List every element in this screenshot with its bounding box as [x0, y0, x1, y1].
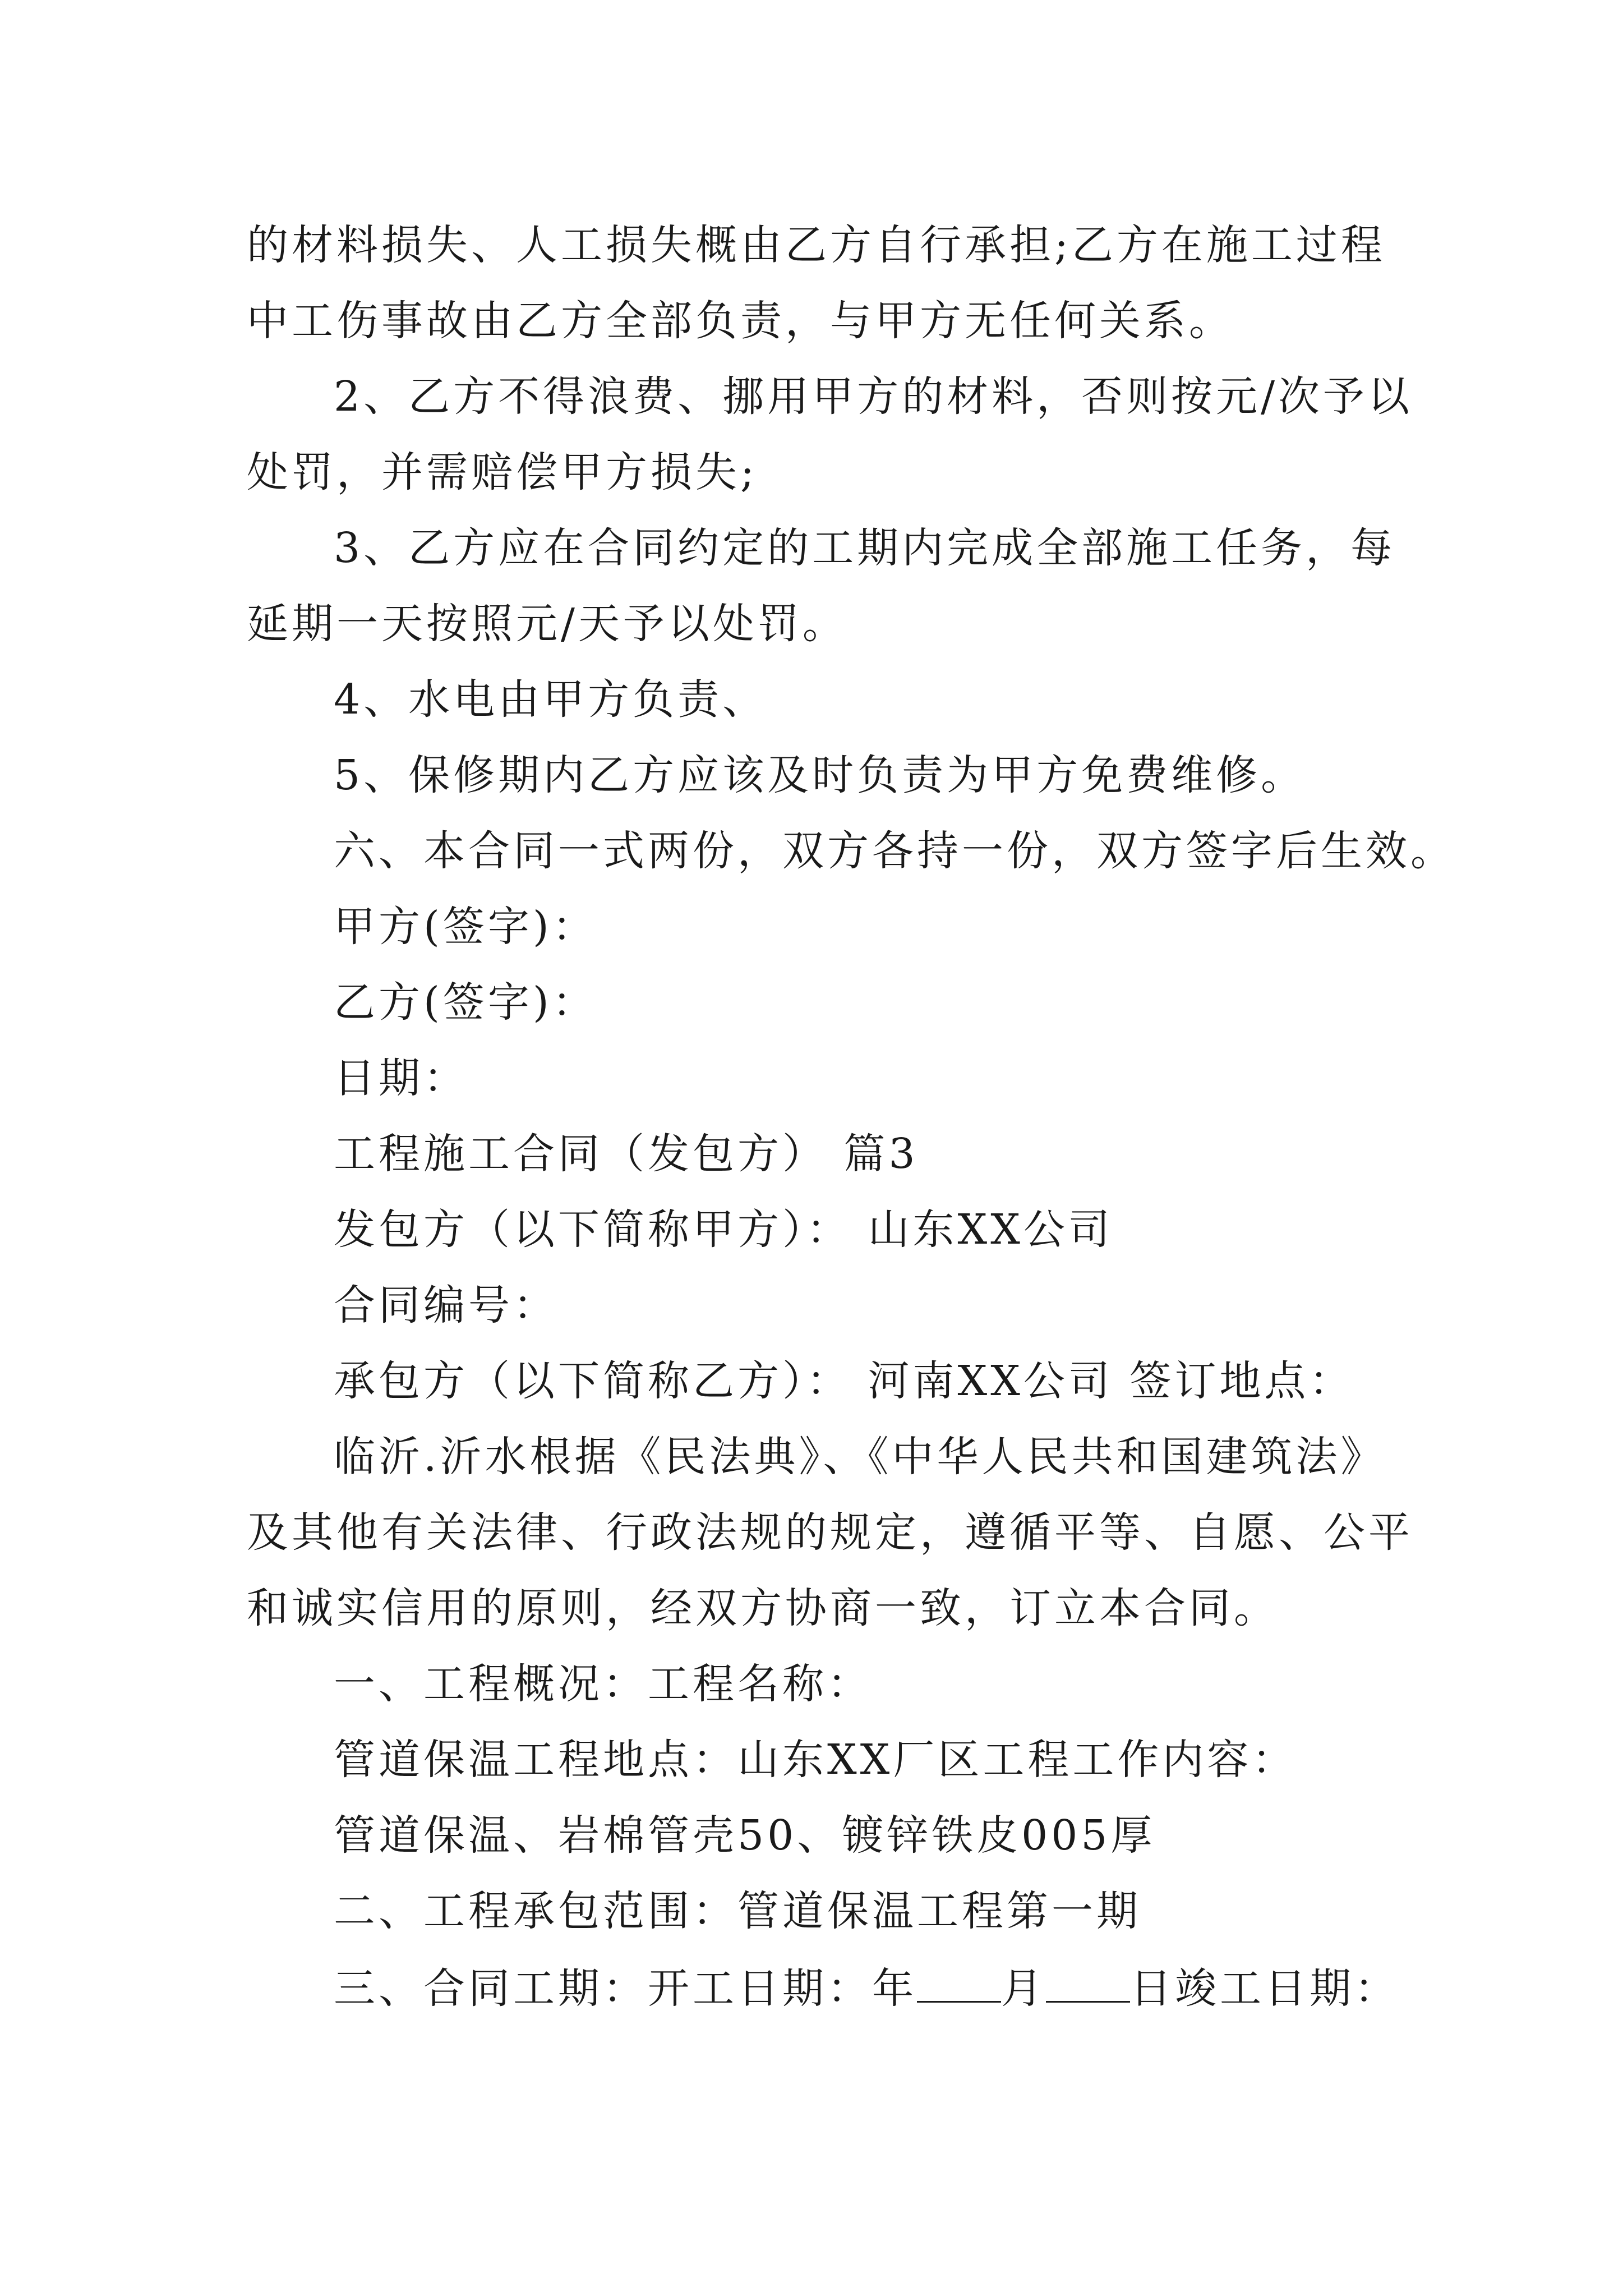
text-line: 5、保修期内乙方应该及时负责为甲方免费维修。 — [334, 751, 1306, 799]
signature-line-party-a: 甲方(签字)： — [334, 903, 597, 951]
text-line: 管道保温、岩棉管壳50、镀锌铁皮005厚 — [334, 1811, 1156, 1860]
text-line: 的材料损失、人工损失概由乙方自行承担;乙方在施工过程 — [247, 221, 1386, 269]
text-line: 处罚，并需赔偿甲方损失; — [247, 448, 758, 496]
text-line: 4、水电由甲方负责、 — [334, 675, 768, 724]
text-line: 承包方（以下简称乙方）： 河南XX公司 签订地点： — [334, 1357, 1354, 1405]
text-line: 3、乙方应在合同约定的工期内完成全部施工任务，每 — [334, 524, 1396, 572]
blank-field — [917, 1962, 1001, 2003]
signature-line-party-b: 乙方(签字)： — [334, 978, 597, 1027]
text-line: 延期一天按照元/天予以处罚。 — [247, 600, 847, 648]
text-line: 及其他有关法律、行政法规的规定，遵循平等、自愿、公平 — [247, 1508, 1413, 1557]
contract-period-line — [334, 1962, 1399, 2014]
date-line: 日期： — [334, 1054, 468, 1102]
text-line: 六、本合同一式两份，双方各持一份，双方签字后生效。 — [334, 827, 1455, 875]
text-segment: 三、合同工期：开工日期：年 — [334, 1964, 917, 2013]
section-title: 工程施工合同（发包方） 篇3 — [334, 1130, 919, 1178]
text-line: 发包方（以下简称甲方）： 山东XX公司 — [334, 1205, 1113, 1254]
text-line: 中工伤事故由乙方全部负责，与甲方无任何关系。 — [247, 297, 1234, 345]
text-line: 合同编号： — [334, 1281, 558, 1329]
text-line: 2、乙方不得浪费、挪用甲方的材料，否则按元/次予以 — [334, 372, 1413, 421]
blank-field — [1046, 1962, 1130, 2003]
text-line: 二、工程承包范围：管道保温工程第一期 — [334, 1887, 1141, 1935]
text-line: 临沂.沂水根据《民法典》、《中华人民共和国建筑法》 — [334, 1433, 1386, 1481]
text-segment: 日竣工日期： — [1130, 1964, 1399, 2013]
text-line: 和诚实信用的原则，经双方协商一致，订立本合同。 — [247, 1584, 1279, 1632]
text-line: 管道保温工程地点：山东XX厂区工程工作内容： — [334, 1736, 1297, 1784]
text-segment: 月 — [1001, 1964, 1046, 2013]
text-line: 一、工程概况：工程名称： — [334, 1660, 872, 1708]
